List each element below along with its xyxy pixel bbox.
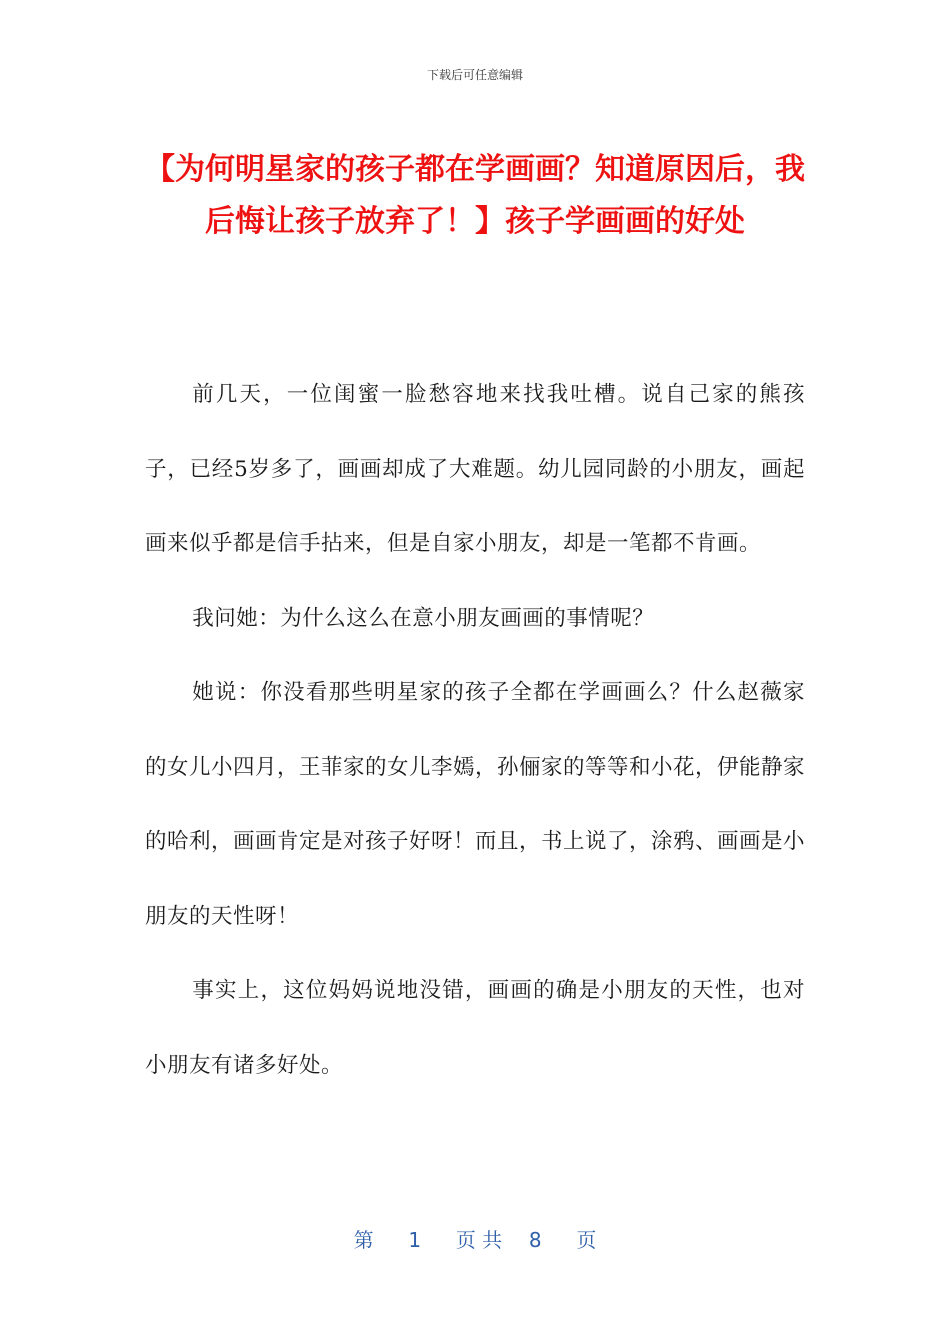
paragraph-3: 她说：你没看那些明星家的孩子全都在学画画么？什么赵薇家的女儿小四月，王菲家的女儿李嫣，孙俪家的等等和小花，伊能静家的哈利，画画肯定是对孩子好呀！而且，书上说了，涂鸦、画画是小朋友的天性呀！ xyxy=(145,680,806,929)
footer-page-total: 8 xyxy=(528,1228,542,1252)
footer-page-prefix: 第 xyxy=(353,1228,374,1252)
footer-page-current: 1 xyxy=(408,1228,422,1252)
paragraph-4: 事实上，这位妈妈说地没错，画画的确是小朋友的天性，也对小朋友有诸多好处。 xyxy=(145,978,805,1078)
paragraph-1: 前几天，一位闺蜜一脸愁容地来找我吐槽。说自己家的熊孩子，已经5岁多了，画画却成了大难题。幼儿园同龄的小朋友，画起画来似乎都是信手拈来，但是自家小朋友，却是一笔都不肯画。 xyxy=(145,382,805,556)
document-body xyxy=(145,358,805,1103)
page-footer xyxy=(0,1224,950,1253)
paragraph-2: 我问她：为什么这么在意小朋友画画的事情呢？ xyxy=(192,605,655,631)
footer-page-middle: 页 共 xyxy=(455,1228,503,1252)
document-title: 【为何明星家的孩子都在学画画？知道原因后，我后悔让孩子放弃了！】孩子学画画的好处 xyxy=(145,152,805,239)
footer-page-suffix: 页 xyxy=(576,1228,597,1252)
page-header-note: 下载后可任意编辑 xyxy=(426,68,523,82)
